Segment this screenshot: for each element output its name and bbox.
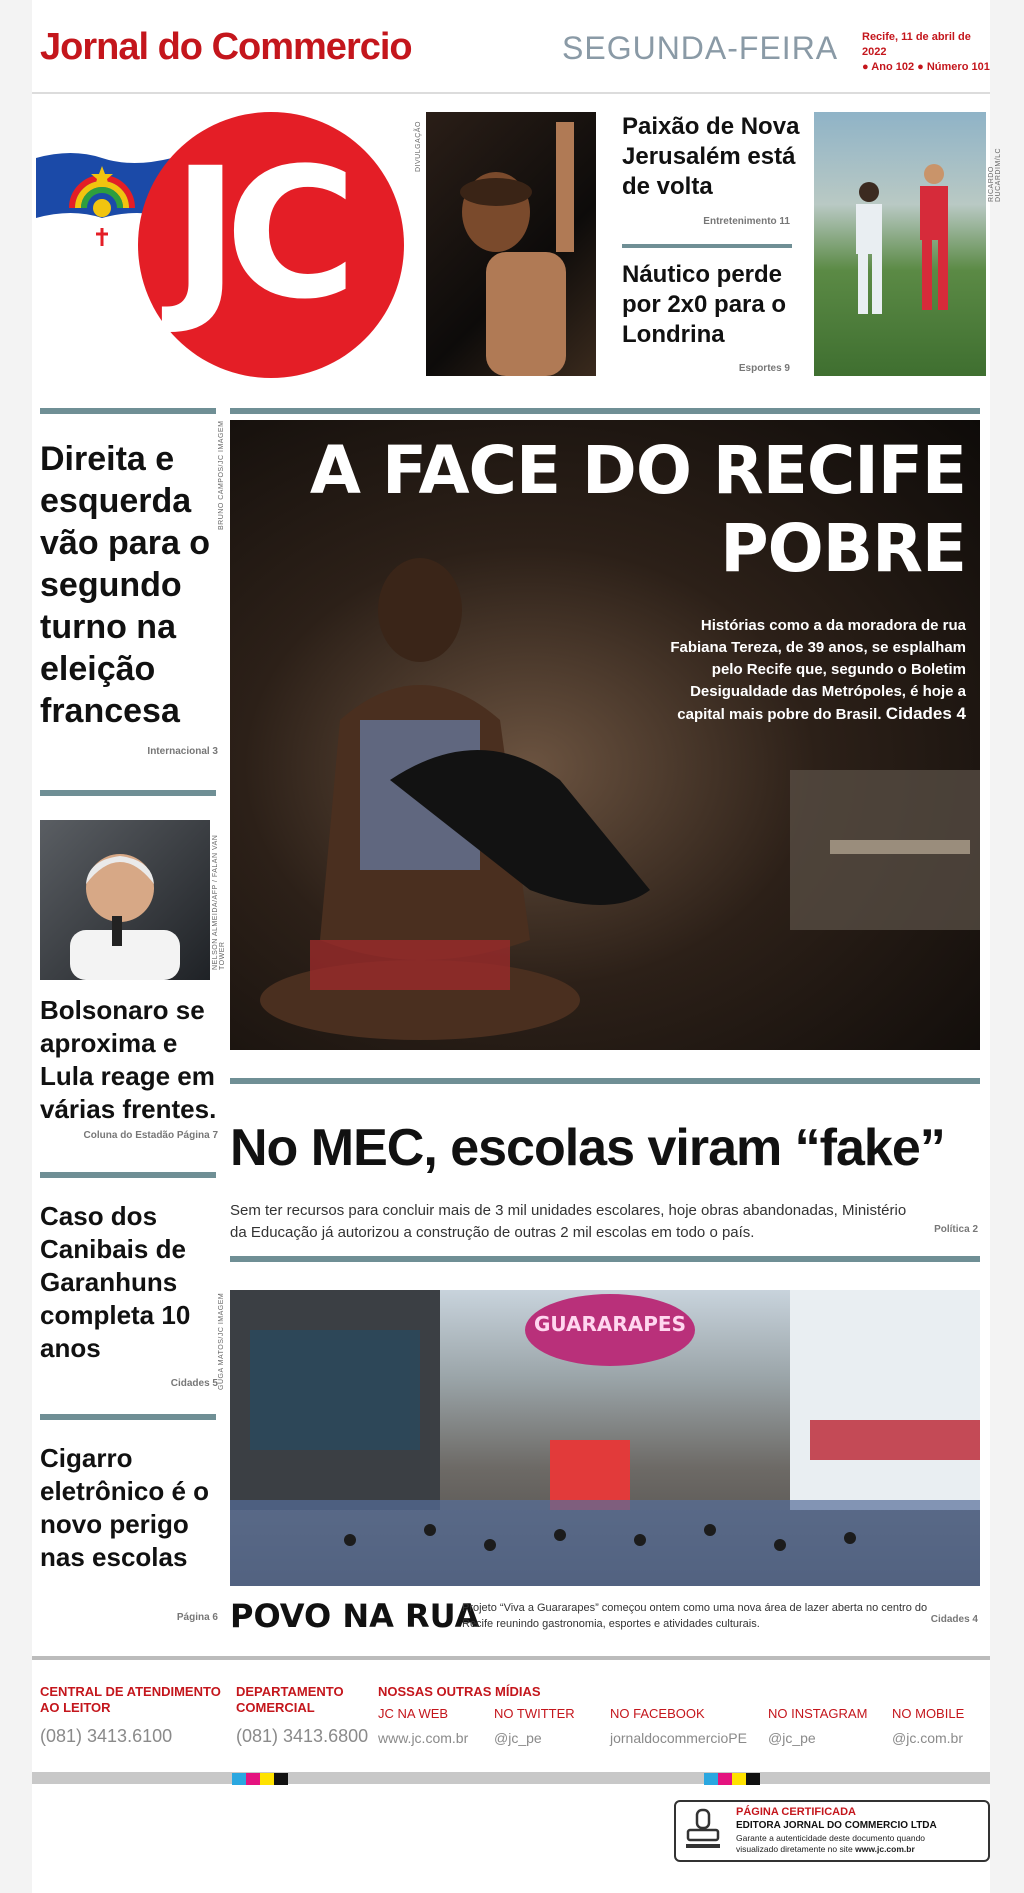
street-photo-credit: GUGA MATOS/JC IMAGEM (218, 1292, 225, 1390)
story-headline: No MEC, escolas viram “fake” (230, 1119, 945, 1177)
sidebar-section: Página 6 (176, 1612, 218, 1623)
story-section: Política 2 (934, 1224, 978, 1235)
teaser-headline: Náutico perde por 2x0 para o Londrina (622, 261, 787, 348)
guararapes-sign: GUARARAPES (533, 1312, 686, 1336)
hero-divider (230, 408, 980, 414)
masthead-divider (32, 92, 990, 94)
footer-central-title: CENTRAL DE ATENDIMENTO AO LEITOR (40, 1684, 221, 1715)
teaser-divider (622, 244, 792, 248)
story-divider (230, 1078, 980, 1084)
sidebar-photo-credit: NELSON ALMEIDA/AFP / FALAN VAN TOWER (212, 834, 226, 970)
jesus-figure-icon (426, 112, 596, 376)
story-section: Cidades 4 (930, 1614, 978, 1625)
footer-midia-label: JC NA WEB (378, 1706, 449, 1721)
story-summary: Sem ter recursos para concluir mais de 3 mil unidades escolares, hoje obras abandonadas, Ministério da Educação já autorizou a construção de outras 2 mil escolas em todo o país. (230, 1202, 907, 1241)
edition-numbers: ● Ano 102 ● Número 101 (862, 61, 990, 73)
teaser-photo-credit: RICARDO DUCARDIM/LC (988, 147, 1002, 202)
sidebar-section: Cidades 5 (170, 1378, 218, 1389)
stamp-icon (684, 1808, 722, 1852)
certificate-title: PÁGINA CERTIFICADA (736, 1806, 856, 1818)
hero-photo-credit: BRUNO CAMPOS/JC IMAGEM (218, 420, 225, 530)
footer-midia-link[interactable]: @jc_pe (494, 1730, 542, 1746)
footer-midia-link[interactable]: www.jc.com.br (378, 1730, 469, 1746)
footer-midia-label: NO MOBILE (892, 1706, 965, 1721)
date-line: Recife, 11 de abril de 2022 (862, 31, 971, 58)
footer-midia-link[interactable]: @jc_pe (768, 1730, 816, 1746)
certificate-box (674, 1800, 990, 1862)
sidebar-headline: Direita e esquerda vão para o segundo turno na eleição francesa (40, 440, 211, 730)
sidebar-photo-lula (40, 820, 210, 980)
footer-top-rule (32, 1656, 990, 1660)
footer-midia-link[interactable]: jornaldocommercioPE (610, 1730, 747, 1746)
sidebar-section: Internacional 3 (147, 746, 218, 757)
weekday: SEGUNDA-FEIRA (562, 30, 839, 66)
sidebar-headline: Bolsonaro se aproxima e Lula reage em várias frentes. (40, 995, 217, 1124)
footer-bottom-bar (32, 1772, 990, 1784)
hero-photo (230, 420, 980, 1050)
front-page (32, 0, 1002, 1893)
story-summary: Projeto “Viva a Guararapes” começou ontem como uma nova área de lazer aberta no centro do Recife reunindo gastronomia, esportes e atividades culturais. (462, 1602, 928, 1630)
newspaper-title: Jornal do Commercio (40, 26, 412, 68)
teaser-headline: Paixão de Nova Jerusalém está de volta (622, 113, 800, 200)
footer-midia-label: NO TWITTER (494, 1706, 575, 1721)
hero-summary: Histórias como a da moradora de rua Fabiana Tereza, de 39 anos, se esplalham pelo Recife que, segundo o Boletim Desigualdade das Metrópoles, é hoje a capital mais pobre do Brasil. Cidades 4 (670, 617, 966, 723)
teaser-photo-passion-play (426, 112, 596, 376)
sidebar-headline: Caso dos Canibais de Garanhuns completa 10 anos (40, 1201, 191, 1363)
footer-midia-label: NO FACEBOOK (610, 1706, 705, 1721)
edition-info (862, 30, 990, 75)
sidebar-divider (40, 408, 216, 414)
footer-central-phone: (081) 3413.6100 (40, 1726, 173, 1746)
teaser-photo-soccer (814, 112, 986, 376)
jc-logo-text: JC (172, 130, 344, 339)
person-speaking-icon (40, 820, 210, 980)
footer-midias-title: NOSSAS OUTRAS MÍDIAS (378, 1684, 541, 1699)
color-registration-marks (704, 1772, 760, 1790)
street-photo (230, 1290, 980, 1586)
sidebar-section: Coluna do Estadão Página 7 (83, 1130, 218, 1141)
certificate-text-2: visualizado diretamente no site www.jc.com.br (736, 1844, 915, 1854)
footer-comercial-title: DEPARTAMENTO COMERCIAL (236, 1684, 344, 1715)
sidebar-divider (40, 1414, 216, 1420)
teaser-section: Entretenimento 11 (703, 216, 790, 227)
sidebar-headline: Cigarro eletrônico é o novo perigo nas escolas (40, 1443, 210, 1572)
soccer-players-icon (814, 112, 986, 376)
teaser-section: Esportes 9 (738, 363, 790, 374)
sidebar-divider (40, 790, 216, 796)
footer-midia-label: NO INSTAGRAM (768, 1706, 868, 1721)
sidebar-divider (40, 1172, 216, 1178)
color-registration-marks (232, 1772, 288, 1790)
footer-midia-link[interactable]: @jc.com.br (892, 1730, 963, 1746)
footer-comercial-phone: (081) 3413.6800 (236, 1726, 369, 1746)
teaser-photo-credit: DIVULGAÇÃO (415, 121, 422, 172)
certificate-text-1: Garante a autenticidade deste documento quando (736, 1833, 926, 1843)
story-divider (230, 1256, 980, 1262)
story-headline: POVO NA RUA (230, 1597, 480, 1635)
certificate-company: EDITORA JORNAL DO COMMERCIO LTDA (736, 1820, 937, 1831)
hero-headline: A FACE DO RECIFE POBRE (309, 432, 966, 587)
